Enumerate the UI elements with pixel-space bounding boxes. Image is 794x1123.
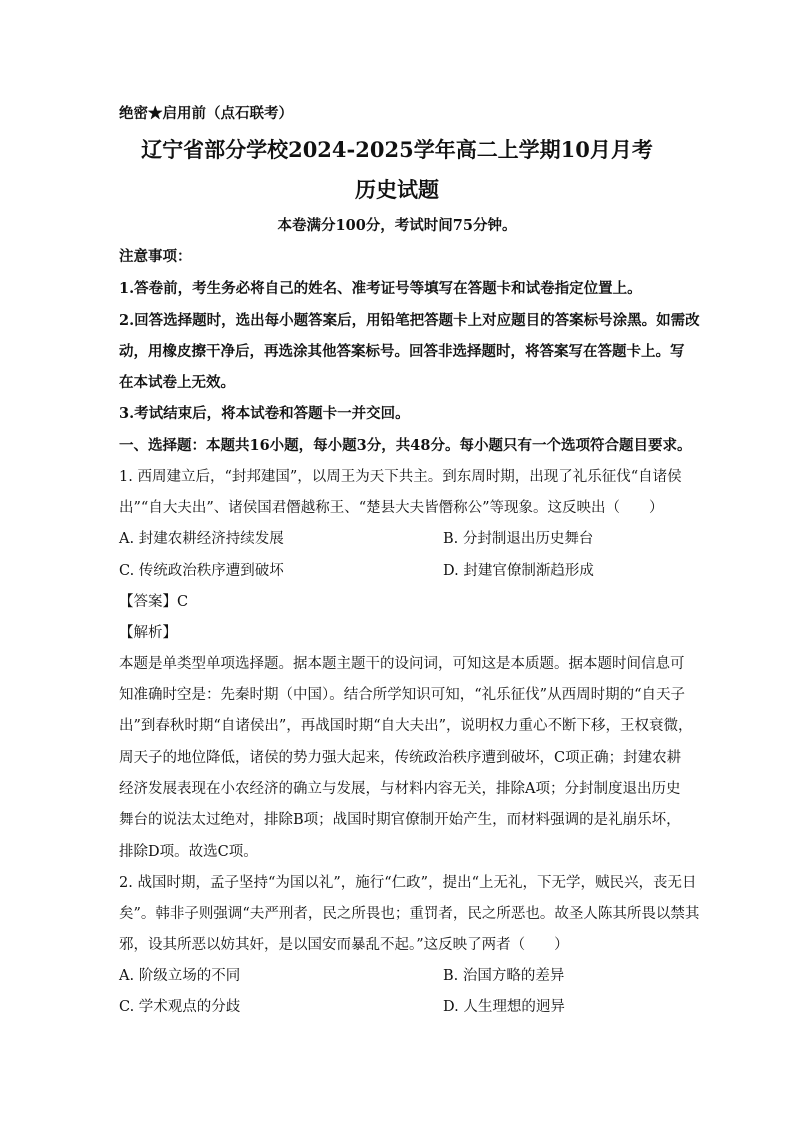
- secret-tag: 绝密★启用前（点石联考）: [119, 105, 293, 122]
- q1-analysis-label: 【解析】: [119, 625, 177, 641]
- q2-stem-line-2: 矣”。韩非子则强调“夫严刑者，民之所畏也；重罚者，民之所恶也。故圣人陈其所畏以禁其: [119, 906, 700, 922]
- q1-analysis-line: 舞台的说法太过绝对，排除B项；战国时期官僚制开始产生，而材料强调的是礼崩乐坏，: [119, 812, 681, 828]
- q1-answer: 【答案】C: [119, 594, 189, 610]
- q1-analysis-line: 知准确时空是：先秦时期（中国）。结合所学知识可知，“礼乐征伐”从西周时期的“自天子: [119, 687, 685, 703]
- q1-option-c: C. 传统政治秩序遭到破坏: [119, 563, 284, 579]
- q2-stem-line-3: 邪，设其所恶以妨其奸，是以国安而暴乱不起。”这反映了两者（ ）: [119, 937, 569, 953]
- q1-analysis-line: 经济发展表现在小农经济的确立与发展，与材料内容无关，排除A项；分封制度退出历史: [119, 781, 681, 797]
- q1-stem-line-2: 出”“自大夫出”、诸侯国君僭越称王、“楚县大夫皆僭称公”等现象。这反映出（ ）: [119, 500, 664, 516]
- q2-option-c: C. 学术观点的分歧: [119, 999, 241, 1015]
- q1-analysis-line: 本题是单类型单项选择题。据本题主题干的设问词，可知这是本质题。据本题时间信息可: [119, 656, 685, 672]
- q1-option-a: A. 封建农耕经济持续发展: [119, 531, 284, 547]
- q1-analysis-line: 排除D项。故选C项。: [119, 844, 258, 860]
- notice-item-3: 3.考试结束后，将本试卷和答题卡一并交回。: [119, 405, 410, 422]
- q1-analysis-line: 出”到春秋时期“自诸侯出”，再战国时期“自大夫出”，说明权力重心不断下移，王权衰微，: [119, 718, 693, 734]
- q2-option-b: B. 治国方略的差异: [443, 968, 565, 984]
- q1-option-b: B. 分封制退出历史舞台: [443, 531, 594, 547]
- notice-item-2-line-3: 在本试卷上无效。: [119, 374, 235, 391]
- exam-info: 本卷满分100分，考试时间75分钟。: [277, 217, 517, 234]
- q1-option-d: D. 封建官僚制渐趋形成: [443, 563, 594, 579]
- notice-heading: 注意事项：: [119, 248, 192, 265]
- q2-option-d: D. 人生理想的迥异: [443, 999, 565, 1015]
- notice-item-1: 1.答卷前，考生务必将自己的姓名、准考证号等填写在答题卡和试卷指定位置上。: [119, 280, 642, 297]
- section-1-heading: 一、选择题：本题共16小题，每小题3分，共48分。每小题只有一个选项符合题目要求。: [119, 437, 692, 454]
- exam-title: 辽宁省部分学校2024-2025学年高二上学期10月月考: [141, 137, 653, 162]
- q1-analysis-line: 周天子的地位降低，诸侯的势力强大起来，传统政治秩序遭到破坏，C项正确；封建农耕: [119, 750, 682, 766]
- q1-stem-line-1: 1. 西周建立后，“封邦建国”，以周王为天下共主。到东周时期，出现了礼乐征伐“自诸侯: [119, 469, 682, 485]
- q2-stem-line-1: 2. 战国时期，孟子坚持“为国以礼”，施行“仁政”，提出“上无礼，下无学，贼民兴，丧无日: [119, 875, 697, 891]
- q2-option-a: A. 阶级立场的不同: [119, 968, 241, 984]
- notice-item-2-line-1: 2.回答选择题时，选出每小题答案后，用铅笔把答题卡上对应题目的答案标号涂黑。如需改: [119, 312, 700, 329]
- notice-item-2-line-2: 动，用橡皮擦干净后，再选涂其他答案标号。回答非选择题时，将答案写在答题卡上。写: [119, 343, 685, 360]
- exam-subtitle: 历史试题: [355, 177, 439, 202]
